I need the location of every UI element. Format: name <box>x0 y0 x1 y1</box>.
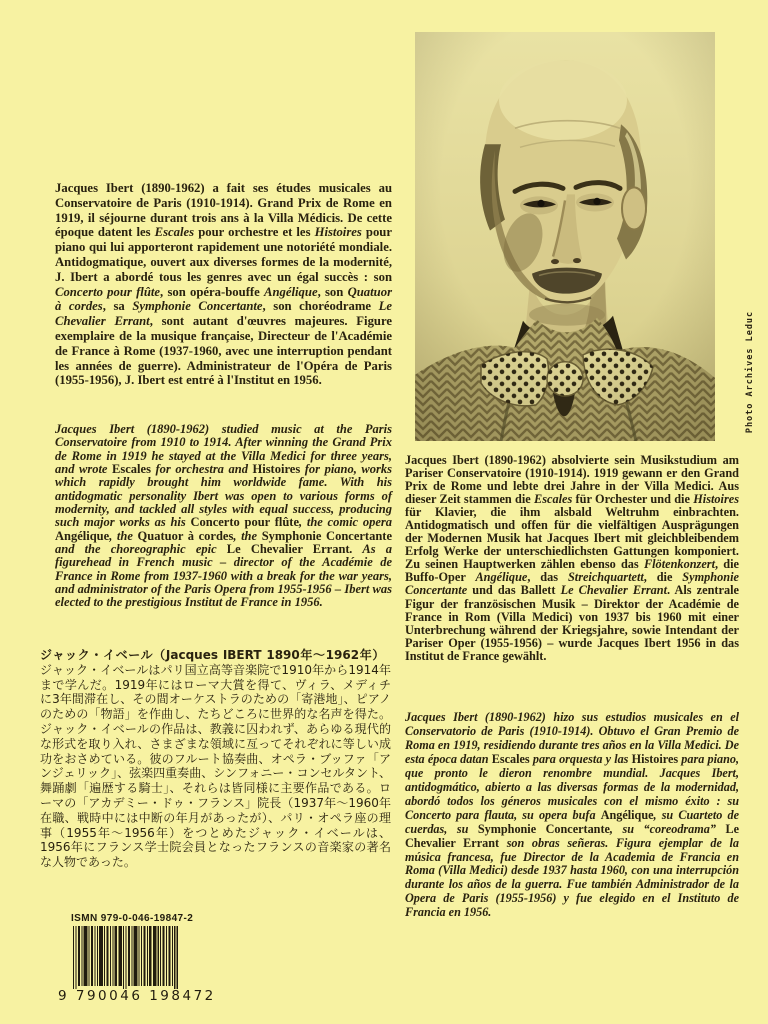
bio-text-english: Jacques Ibert (1890-1962) studied music at the Paris Conservatoire from 1910 to 1914. After winning the Grand Prix de Rome in 1919 he stayed at the Villa Medici for three years, and wrote Escales for orchestra and Histoires for piano, works which rapidly brought him worldwide fame. With his antidogmatic personality Ibert was open to various forms of modernity, and tackled all styles with equal success, producing such major works as his Concerto pour flûte, the comic opera Angélique, the Quatuor à cordes, the Symphonie Concertante and the choreographic epic Le Chevalier Errant. As a figurehead in French music – director of the Académie de France in Rome from 1937-1960 with a break for the war years, and administrator of the Paris Opera from 1955-1956 – Ibert was elected to the prestigious Institut de France in 1956. <box>55 422 392 610</box>
bio-text-french: Jacques Ibert (1890-1962) a fait ses études musicales au Conservatoire de Paris (1910-1914). Grand Prix de Rome en 1919, il séjourne durant trois ans à la Villa Médicis. De cette époque datent les Escales pour orchestre et les Histoires pour piano qui lui apporteront rapidement une notoriété mondiale. Antidogmatique, ouvert aux diverses formes de la modernité, J. Ibert a abordé tous les genres avec un égal succès : son Concerto pour flûte, son opéra-bouffe Angélique, son Quatuor à cordes, sa Symphonie Concertante, son choréodrame Le Chevalier Errant, sont autant d'œuvres majeures. Figure exemplaire de la musique française, Directeur de l'Académie de France à Rome (1937-1960, avec une interruption pendant les années de guerre). Administrateur de l'Opéra de Paris (1955-1956), J. Ibert est entré à l'Institut en 1956. <box>55 181 393 388</box>
ibert-portrait-photo <box>415 32 715 441</box>
bio-text-japanese: ジャック・イベール（Jacques IBERT 1890年～1962年） ジャック・イベールはパリ国立高等音楽院で1910年から1914年まで学んだ。1919年にはローマ大賞を得て、ヴィラ、メディチに3年間滞在し、その間オーケストラのための「寄港地」、ピアノのための「物語」を作曲し、たちどころに世界的な名声を得た。ジャック・イベールの作品は、教義に囚われず、あらゆる現代的な形式を取り入れ、さまざまな領域に亙ってそれぞれに等しい成功をおさめている。彼のフルート協奏曲、オペラ・ブッファ「アンジェリック」、弦楽四重奏曲、シンフォニー・コンセルタント、舞踊劇「遍歴する騎士」、それらは皆同様に主要作品である。ローマの「アカデミー・ドゥ・フランス」院長（1937年～1960年在職、戦時中には中断の年月があったが）、パリ・オペラ座の理事（1955年～1956年）をつとめたジャック・イベールは、1956年にフランス学士院会員となったフランスの音楽家の著名な人物であった。 <box>40 648 391 870</box>
barcode-bars <box>73 926 179 989</box>
photo-credit: Photo Archives Leduc <box>745 310 756 434</box>
barcode-digits: 9 790046 198472 <box>58 988 216 1004</box>
ismn-label: ISMN 979-0-046-19847-2 <box>71 913 194 924</box>
photo-credit-container <box>692 308 768 436</box>
bio-text-spanish: Jacques Ibert (1890-1962) hizo sus estudios musicales en el Conservatorio de Paris (1910-1914). Obtuvo el Gran Premio de Roma en 1919, residiendo durante tres años en la Villa Medici. De esta época datan Escales para orquesta y las Histoires para piano, que pronto le dieron renombre mundial. Jacques Ibert, antidogmático, abierto a las diversas formas de la modernidad, abordó todos los géneros musicales con el mismo éxito : su Concerto para flauta, su opera bufa Angélique, su Cuarteto de cuerdas, su Symphonie Concertante, su “coreodrama” Le Chevalier Errant son obras señeras. Figura ejemplar de la música francesa, fue Director de la Academia de Francia en Roma (Villa Medici) desde 1937 hasta 1960, con una interrupción durante los años de la guerra. Fue también Administrador de la Opera de Paris (1955-1956) y fue elegido en el Instituto de Francia en 1956. <box>405 710 740 920</box>
bio-text-german: Jacques Ibert (1890-1962) absolvierte sein Musikstudium am Pariser Conservatoire (1910-1914). 1919 gewann er den Grand Prix de Rome und lebte drei Jahre in der Villa Medici. Aus dieser Zeit stammen die Escales für Orchester und die Histoires für Klavier, die ihm alsbald Weltruhm einbrachten. Antidogmatisch und offen für die vielfältigen Ausprägungen der Modernen Musik hat Jacques Ibert mit gleichbleibendem Erfolg Werke der unterschiedlichsten Gattungen komponiert. Zu seinen Hauptwerken zählen ebenso das Flötenkonzert, die Buffo-Oper Angélique, das Streichquartett, die Symphonie Concertante und das Ballett Le Chevalier Errant. Als zentrale Figur der französischen Musik – Direktor der Académie de France in Rom (Villa Medici) von 1937 bis 1960 mit einer Unterbrechung während der Kriegsjahre, sowie Intendant der Pariser Oper (1955-1956) – wurde Jacques Ibert 1956 in das Institut de France gewählt. <box>405 453 739 663</box>
